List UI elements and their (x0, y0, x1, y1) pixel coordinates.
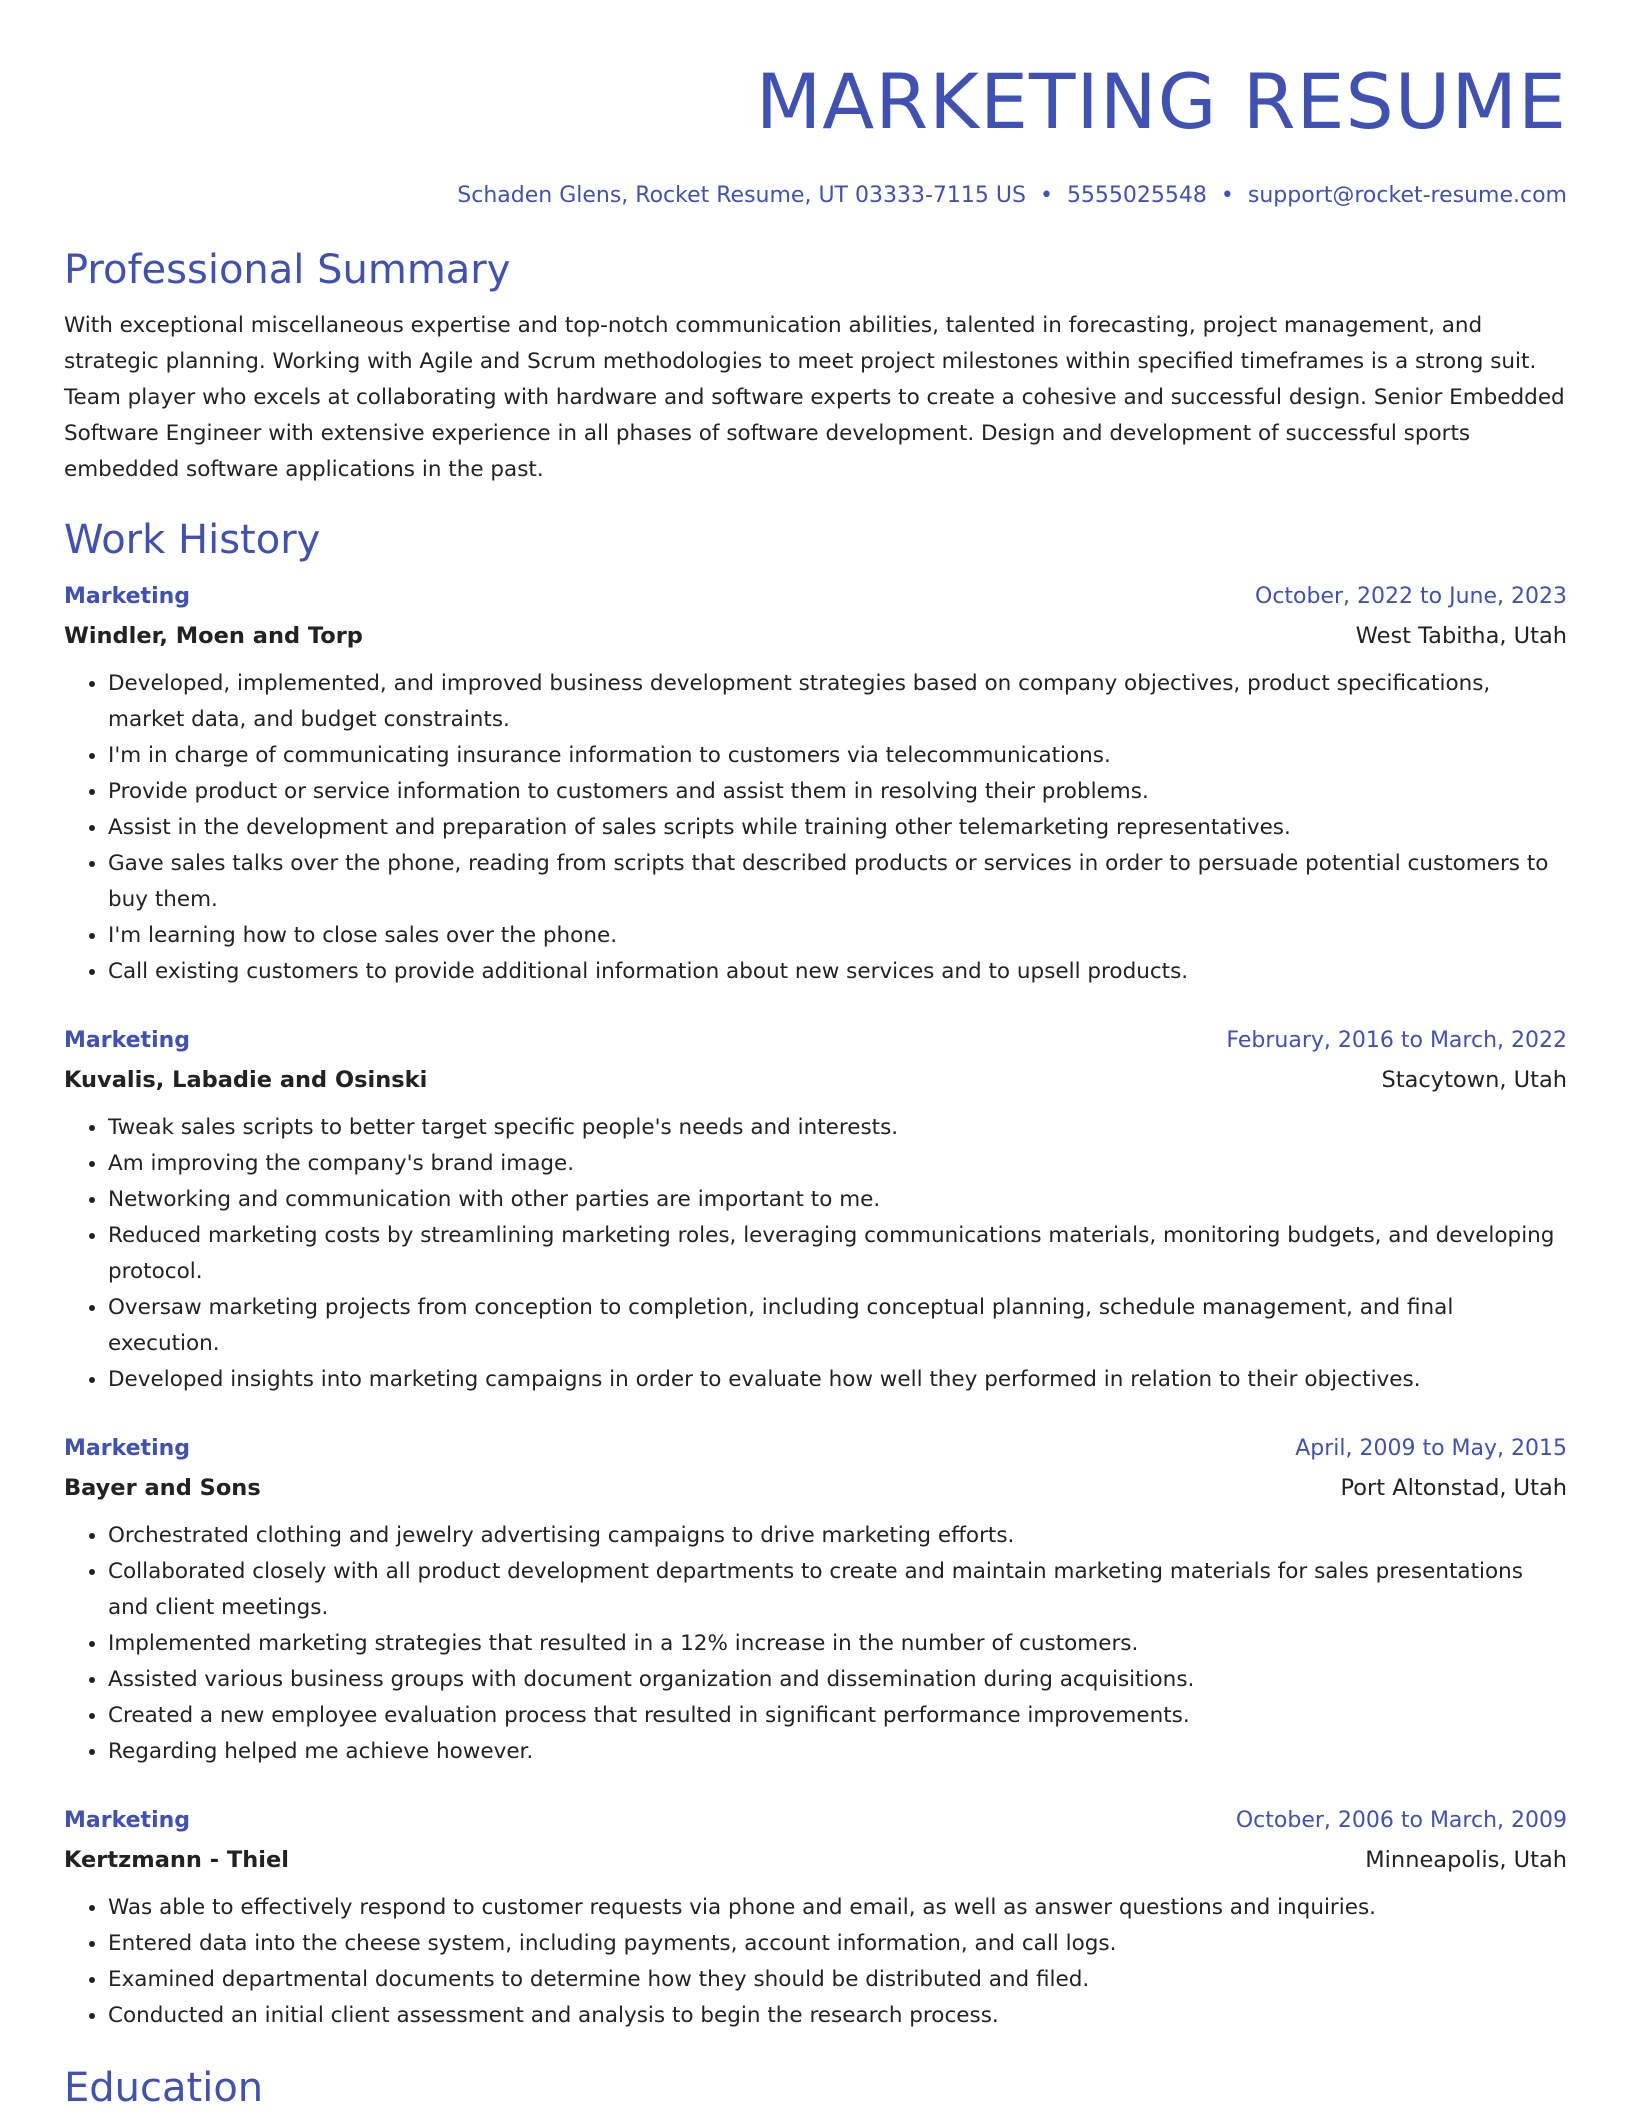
job-bullet: • Developed, implemented, and improved business development strategies based on company objectives, product specifications, market data, and budget constraints. (108, 666, 1567, 738)
job-bullets (64, 666, 1567, 990)
job-location: Minneapolis, Utah (1365, 1847, 1567, 1873)
job-entry (64, 1430, 1567, 1770)
job-title: Marketing (64, 584, 191, 609)
job-bullet: • Gave sales talks over the phone, reading from scripts that described products or services in order to persuade potential customers to buy them. (108, 846, 1567, 918)
job-title: Marketing (64, 1808, 191, 1833)
job-header-row (64, 1430, 1567, 1468)
job-location: West Tabitha, Utah (1355, 623, 1567, 649)
job-dates: February, 2016 to March, 2022 (1226, 1028, 1567, 1053)
job-dates: October, 2006 to March, 2009 (1235, 1808, 1567, 1833)
job-bullets (64, 1890, 1567, 2034)
contact-separator: • (1039, 183, 1053, 208)
job-bullet: • Was able to effectively respond to customer requests via phone and email, as well as answer questions and inquiries. (108, 1890, 1567, 1926)
contact-line (64, 180, 1567, 212)
job-company-row (64, 1060, 1567, 1100)
job-bullet: • Provide product or service information to customers and assist them in resolving their problems. (108, 774, 1567, 810)
job-bullet: • I'm learning how to close sales over the phone. (108, 918, 1567, 954)
job-title: Marketing (64, 1028, 191, 1053)
job-bullet: • Implemented marketing strategies that resulted in a 12% increase in the number of customers. (108, 1626, 1567, 1662)
job-location: Port Altonstad, Utah (1340, 1475, 1567, 1501)
job-header-row (64, 1022, 1567, 1060)
job-company-row (64, 1468, 1567, 1508)
job-company: Bayer and Sons (64, 1475, 261, 1501)
job-dates: October, 2022 to June, 2023 (1255, 584, 1567, 609)
job-bullet: • Regarding helped me achieve however. (108, 1734, 1567, 1770)
job-company: Kertzmann - Thiel (64, 1847, 289, 1873)
resume-page (64, 0, 1567, 2116)
job-header-row (64, 1802, 1567, 1840)
job-company: Kuvalis, Labadie and Osinski (64, 1067, 428, 1093)
job-bullet: • Reduced marketing costs by streamlining marketing roles, leveraging communications materials, monitoring budgets, and developing protocol. (108, 1218, 1567, 1290)
job-bullet: • Networking and communication with other parties are important to me. (108, 1182, 1567, 1218)
job-bullet: • Am improving the company's brand image. (108, 1146, 1567, 1182)
contact-address: Schaden Glens, Rocket Resume, UT 03333-7115 US (457, 183, 1026, 208)
job-bullet: • Tweak sales scripts to better target specific people's needs and interests. (108, 1110, 1567, 1146)
job-bullet: • Assist in the development and preparation of sales scripts while training other telemarketing representatives. (108, 810, 1567, 846)
job-entry (64, 578, 1567, 990)
job-company-row (64, 616, 1567, 656)
job-bullet: • Developed insights into marketing campaigns in order to evaluate how well they performed in relation to their objectives. (108, 1362, 1567, 1398)
resume-title: MARKETING RESUME (755, 57, 1567, 146)
job-bullet: • Collaborated closely with all product development departments to create and maintain marketing materials for sales presentations and client meetings. (108, 1554, 1567, 1626)
contact-email: support@rocket-resume.com (1247, 183, 1567, 208)
job-entry (64, 1022, 1567, 1398)
contact-separator: • (1220, 183, 1234, 208)
job-dates: April, 2009 to May, 2015 (1295, 1436, 1567, 1461)
job-bullets (64, 1110, 1567, 1398)
summary-heading: Professional Summary (64, 247, 511, 293)
job-bullet: • Orchestrated clothing and jewelry advertising campaigns to drive marketing efforts. (108, 1518, 1567, 1554)
education-heading: Education (64, 2065, 264, 2111)
contact-phone: 5555025548 (1066, 183, 1207, 208)
job-bullet: • Oversaw marketing projects from conception to completion, including conceptual planning, schedule management, and final execution. (108, 1290, 1567, 1362)
work-history-heading: Work History (64, 517, 321, 563)
job-bullets (64, 1518, 1567, 1770)
job-bullet: • Assisted various business groups with document organization and dissemination during acquisitions. (108, 1662, 1567, 1698)
job-location: Stacytown, Utah (1381, 1067, 1567, 1093)
job-entry (64, 1802, 1567, 2034)
job-bullet: • I'm in charge of communicating insurance information to customers via telecommunications. (108, 738, 1567, 774)
job-bullet: • Call existing customers to provide additional information about new services and to upsell products. (108, 954, 1567, 990)
job-bullet: • Entered data into the cheese system, including payments, account information, and call logs. (108, 1926, 1567, 1962)
job-bullet: • Examined departmental documents to determine how they should be distributed and filed. (108, 1962, 1567, 1998)
job-header-row (64, 578, 1567, 616)
summary-text: With exceptional miscellaneous expertise and top-notch communication abilities, talented in forecasting, project management, and strategic planning. Working with Agile and Scrum methodologies to meet project milestones within specified timeframes is a strong suit. Team player who excels at collaborating with hardware and software experts to create a cohesive and successful design. Senior Embedded Software Engineer with extensive experience in all phases of software development. Design and development of successful sports embedded software applications in the past. (64, 313, 1565, 482)
job-company: Windler, Moen and Torp (64, 623, 363, 649)
job-company-row (64, 1840, 1567, 1880)
job-bullet: • Created a new employee evaluation process that resulted in significant performance improvements. (108, 1698, 1567, 1734)
job-bullet: • Conducted an initial client assessment and analysis to begin the research process. (108, 1998, 1567, 2034)
job-title: Marketing (64, 1436, 191, 1461)
